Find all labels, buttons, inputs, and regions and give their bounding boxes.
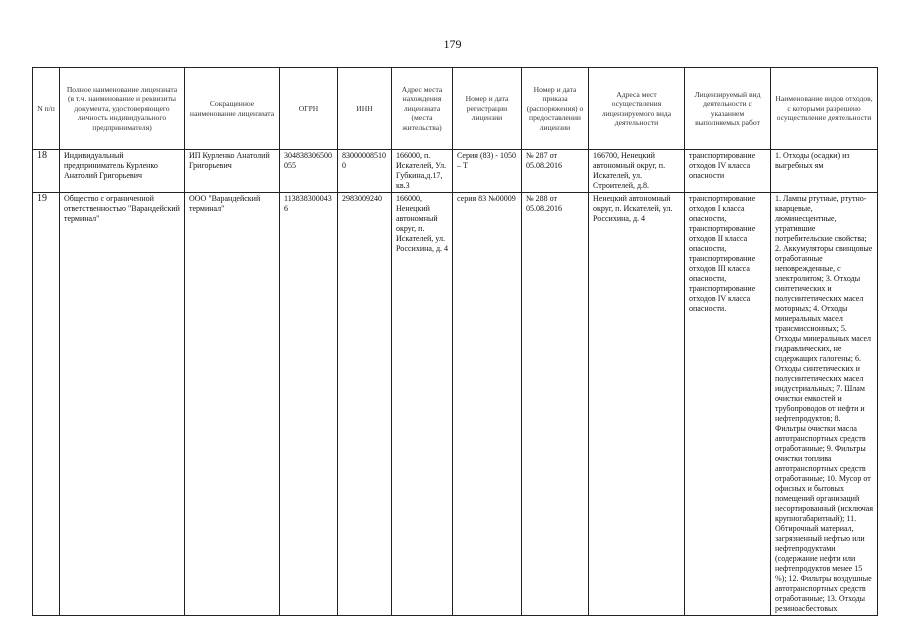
inn-cell: 2983009240 [338, 193, 392, 616]
inn-cell: 830000085100 [338, 150, 392, 193]
table-row [33, 150, 878, 193]
header-cell: Лицензируемый вид деятельности с указанием выполняемых работ [685, 68, 771, 150]
activity-address-cell: 166700, Ненецкий автономный округ, п. Искателей, ул. Строителей, д.8. [589, 150, 685, 193]
header-cell: Номер и дата приказа (распоряжения) о предоставлении лицензии [522, 68, 589, 150]
ogrn-cell: 1138383000436 [280, 193, 338, 616]
address-cell: 166000, Ненецкий автономный округ, п. Искателей, ул. Россихина, д. 4 [392, 193, 453, 616]
short-name-cell: ИП Курленко Анатолий Григорьевич [185, 150, 280, 193]
header-cell: N п/п [33, 68, 60, 150]
license-registry-table [32, 67, 878, 616]
order-cell: № 288 от 05.08.2016 [522, 193, 589, 616]
registration-cell: серия 83 №00009 [453, 193, 522, 616]
row-number: 19 [33, 193, 60, 616]
address-cell: 166000, п. Искателей, Ул. Губкина,д.17, кв.3 [392, 150, 453, 193]
registration-cell: Серия (83) - 1050 – Т [453, 150, 522, 193]
row-number: 18 [33, 150, 60, 193]
page-number: 179 [443, 37, 462, 51]
header-cell: ОГРН [280, 68, 338, 150]
header-cell: Адрес места нахождения лицензиата (места жительства) [392, 68, 453, 150]
waste-types-cell: 1. Лампы ртутные, ртутно-кварцевые, люминесцентные, утратившие потребительские свойства; 2. Аккумуляторы свинцовые отработанные неповрежденные, с электролитом; 3. Отходы синтетических и полусинтетических масел моторных; 4. Отходы минеральных масел трансмиссионных; 5. Отходы минеральных масел гидравлических, не содержащих галогены; 6. Отходы синтетических и полусинтетических масел индустриальных; 7. Шлам очистки емкостей и трубопроводов от нефти и нефтепродуктов; 8. Фильтры очистки масла автотранспортных средств отработанные; 9. Фильтры очистки топлива автотранспортных средств отработанные; 10. Мусор от офисных и бытовых помещений организаций несортированный (исключая крупногабаритный); 11. Обтирочный материал, загрязненный нефтью или нефтепродуктами (содержание нефти или нефтепродуктов менее 15 %); 12. Фильтры воздушные автотранспортных средств отработанные; 13. Отходы резиноасбестовых [771, 193, 878, 616]
header-cell: Сокращенное наименование лицензиата [185, 68, 280, 150]
header-cell: Адреса мест осуществления лицензируемого вида деятельности [589, 68, 685, 150]
header-cell: Наименование видов отходов, с которыми разрешено осуществление деятельности [771, 68, 878, 150]
header-cell: Номер и дата регистрации лицензии [453, 68, 522, 150]
activity-address-cell: Ненецкий автономный округ, п. Искателей, ул. Россихина, д. 4 [589, 193, 685, 616]
order-cell: № 287 от 05.08.2016 [522, 150, 589, 193]
short-name-cell: ООО "Варандейский терминал" [185, 193, 280, 616]
activity-cell: транспортирование отходов I класса опасности, транспортирование отходов II класса опасности, транспортирование отходов III класса опасности, транспортирование отходов IV класса опасности. [685, 193, 771, 616]
ogrn-cell: 304838306500055 [280, 150, 338, 193]
header-cell: ИНН [338, 68, 392, 150]
full-name-cell: Общество с ограниченной ответственностью "Варандейский терминал" [60, 193, 185, 616]
table-row [33, 193, 878, 616]
waste-types-cell: 1. Отходы (осадки) из выгребных ям [771, 150, 878, 193]
header-row [33, 68, 878, 150]
header-cell: Полное наименование лицензиата (в т.ч. наименование и реквизиты документа, удостоверяющего личность индивидуального предпринимателя) [60, 68, 185, 150]
activity-cell: транспортирование отходов IV класса опасности [685, 150, 771, 193]
full-name-cell: Индивидуальный предприниматель Курленко Анатолий Григорьевич [60, 150, 185, 193]
